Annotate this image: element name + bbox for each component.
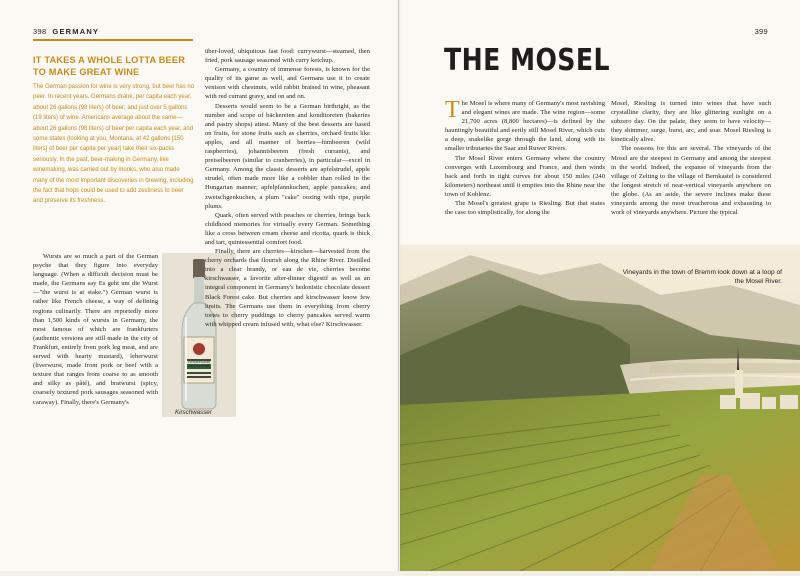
riesling-paragraph: The Mosel's greatest grape is Riesling. But that states the case too simplistically, for along the	[445, 200, 605, 217]
header-rule	[33, 39, 193, 41]
steep-vineyards-paragraph: The reasons for this are several. The vineyards of the Mosel are the steepest in Germany and among the steepest in the world. Indeed, the expanse of vineyards from the village of Zelting to the village of Bernkastel is considered the longest stretch of near-vertical vineyards anywhere on the globe. (As an aside, the severe inclines make these vineyards among the most treacherous and exhausting to work of vineyards anywhere. Picture the typical	[611, 145, 771, 217]
book-gutter	[397, 0, 403, 571]
left-column-2	[205, 47, 370, 329]
cherries-paragraph: Finally, there are cherries—kirschen—harvested from the cherry orchards that flourish along the Rhine River. Distilled into a clear brandy, or eau de vie, cherries become kirschwasser, a favorite after-dinner digestif as well as an integral component in Germany's hedonistic chocolate dessert Black Forest cake. But cherries and kirschwasser know few limits. The Germans use them in everything from cherry tortes to cherry puddings to cherry pancakes served warm with whipped cream infused with, what else? Kirschwasser.	[205, 248, 370, 328]
mosel-intro-text: he Mosel is where many of Germany's most ravishing and elegant wines are made. The wine region—some 21,700 acres (8,800 hectares)—is defined by the hauntingly beautiful and eerily still Mosel River, which cuts a deep, snakelike gorge through the land, along with its smaller tributaries the Saar and Ruwer Rivers.	[445, 100, 605, 153]
left-page-number: 398	[33, 27, 47, 36]
bottle-label-text: Schwarzwälder Kirsch-wasser	[187, 360, 211, 368]
sidebar-heading: IT TAKES A WHOLE LOTTA BEER TO MAKE GREAT WINE	[33, 55, 186, 77]
page-title: THE MOSEL	[444, 43, 610, 78]
right-page-number: 399	[754, 27, 768, 36]
photo-caption: Vineyards in the town of Bremm look down at a loop of the Mosel River.	[622, 269, 782, 285]
vineyard-landscape	[400, 245, 800, 571]
game-paragraph: Germany, a country of immense forests, is known for the quality of its game as well, and Germans use it to create venison with chestnuts, wild rabbit braised in wine, pheasant with red currant gravy, and on and on.	[205, 66, 370, 101]
mosel-vineyard-photo	[400, 245, 800, 571]
riesling-clarity-paragraph: Mosel, Riesling is turned into wines that have such crystalline clarity, they are like glittering sunlight on a subzero day. On the palate, they seem to have velocity—they shimmer, surge, burst, arc, and soar. Mosel Riesling is kinetically alive.	[611, 100, 771, 144]
wurst-paragraph: Wursts are so much a part of the German psyche that they figure into everyday language. (When a difficult decision must be made, the Germans say Es geht um die Wurst—"the wurst is at stake.") German wurst is rather like French cheese, a way of defining regions culinarily. There are reportedly more than 1,500 kinds of wursts in Germany, the most famous of which are frankfurters (authentic versions are still made in the city of Frankfurt, entirely from pork leg meat, and are served with hearty mustard), leberwurst (liverwurst, made from pork or beef with a texture that ranges from coarse to as smooth and silky as pâté), and bratwurst (spicy, coarsely textured pork sausages seasoned with caraway). Finally, there's Germany's	[33, 253, 158, 406]
bottle-caption: Kirschwasser	[175, 409, 212, 416]
right-column-2	[611, 99, 771, 217]
left-folio	[33, 27, 99, 36]
sidebar-body: The German passion for wine is very strong, but beer has no peer. In recent years, Germans drank, per capita each year, about 26 gallons (98 liters) of beer; and just over 5 gallons (19 liters) of wine. Americans average about the same—about 26 gallons (98 liters) of beer per capita each year, and some states (looking at you, Montana, at 42 gallons [150 liters] of beer per capita per year) take their six-packs seriously. In the past, beer-making in Germany, like winemaking, was carried out by monks, who also made many of the most important discoveries in brewing, including the fact that hops could be used to add zestiness to beer and preserve its freshness.	[33, 84, 195, 205]
desserts-paragraph: Desserts would seem to be a German birthright, as the number and scope of bäckereien and konditoreien (bakeries and pastry shops) attest. Many of the best desserts are based on fruits, for stone fruits such as cherries, orchard fruits like apples, and all manner of berries—himbeeren (wild raspberries), johannisbeeren (fresh currants), and preiselbeeren (similar to cranberries), in particular—excel in Germany. Among the classic desserts are apfelstrudel, apple strudel, often made more like a cobbler than rolled in the Hungarian manner; apfelpfannkuchen, apple pancakes; and zwetschgenkuchen, a plum "cake" oozing with ripe, purple plums.	[205, 102, 370, 210]
section-header: GERMANY	[52, 27, 100, 36]
left-page	[0, 0, 399, 571]
quark-paragraph: Quark, often served with peaches or cherries, brings back childhood memories for virtually every German. Something like a cross between cream cheese and ricotta, quark is thick and tart, quintessential comfort food.	[205, 211, 370, 246]
beer-sidebar	[33, 55, 195, 207]
currywurst-paragraph: über-loved, ubiquitous fast food: currywurst—steamed, then fried, pork sausage seasoned with curry ketchup.	[205, 48, 370, 65]
mosel-intro-paragraph	[445, 99, 605, 154]
mosel-river-paragraph: The Mosel River enters Germany where the country converges with Luxembourg and France, and then winds back and forth in tight curves for about 150 miles (240 kilometers) northeast until it empties into the Rhine near the town of Koblenz.	[445, 154, 605, 198]
drop-cap: T	[445, 97, 460, 123]
left-column-1	[33, 252, 158, 407]
right-column-1	[445, 99, 605, 217]
